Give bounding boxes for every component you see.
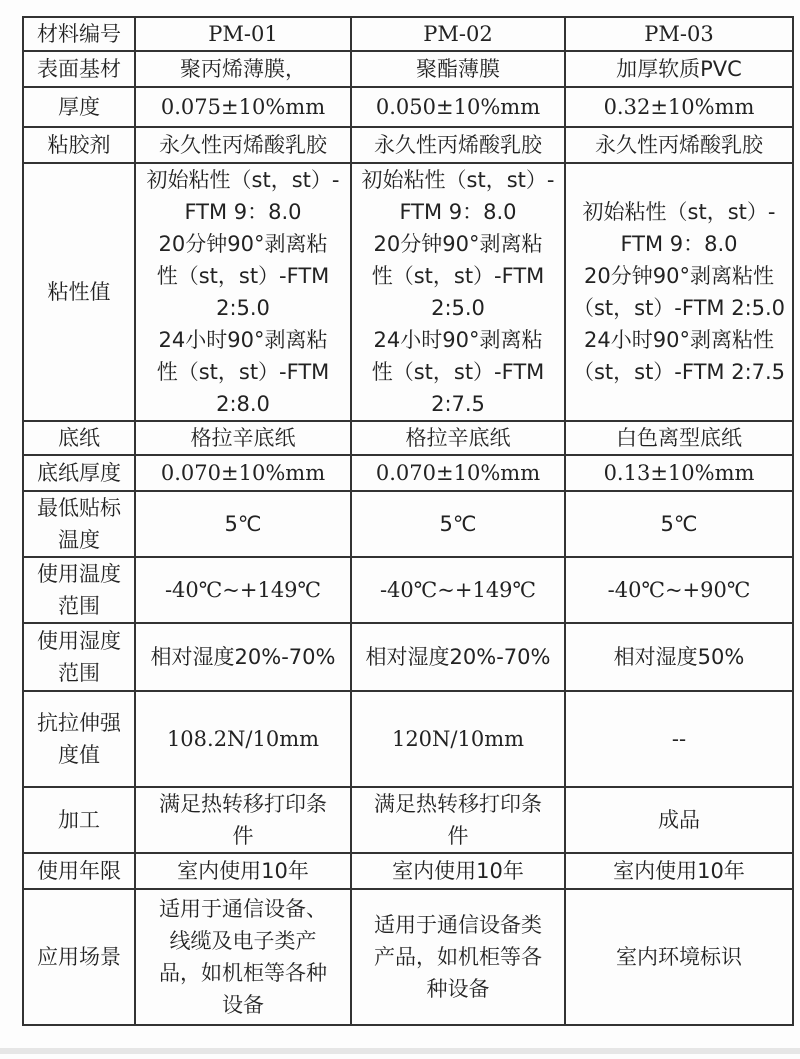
value-line: 0.070±10%mm	[375, 461, 541, 485]
value-line: 永久性丙烯酸乳胶	[159, 133, 327, 157]
value-line: -40℃~+90℃	[607, 578, 751, 602]
row-label-min-application-temp	[23, 491, 135, 557]
value-line: 20分钟90°剥离粘	[158, 232, 328, 256]
value-line: 成品	[658, 808, 700, 832]
row-label-line: 表面基材	[37, 57, 121, 81]
value-cell-pm-03	[565, 51, 793, 87]
value-line: --	[671, 727, 687, 751]
row-label-line: 底纸	[58, 426, 100, 450]
row-label-line: 粘性值	[47, 280, 111, 304]
spec-row-surface-material	[23, 51, 793, 87]
value-cell-pm-02	[351, 87, 565, 127]
value-line: 24小时90°剥离粘性	[584, 328, 774, 352]
row-label-line: 温度	[58, 528, 100, 552]
header-cell-material-no: 材料编号	[23, 17, 135, 51]
header-cell-pm-02: PM-02	[351, 17, 565, 51]
row-label-line: 范围	[58, 661, 100, 685]
value-line: 相对湿度50%	[613, 645, 745, 669]
header-cell-pm-03: PM-03	[565, 17, 793, 51]
value-line: 满足热转移打印条	[159, 792, 327, 816]
value-line: 聚丙烯薄膜，	[180, 57, 306, 81]
row-label-line: 最低贴标	[37, 496, 121, 520]
value-line: 初始粘性（st，st）-	[361, 168, 555, 192]
spec-row-liner	[23, 421, 793, 455]
value-cell-pm-03	[565, 163, 793, 421]
value-cell-pm-01	[135, 491, 351, 557]
row-label-line: 应用场景	[37, 945, 121, 969]
value-cell-pm-01	[135, 51, 351, 87]
value-line: 0.070±10%mm	[160, 461, 326, 485]
value-line: 性（st，st）-FTM	[371, 360, 545, 384]
spec-table-body	[23, 17, 793, 1025]
row-label-liner	[23, 421, 135, 455]
value-line: 室内使用10年	[177, 859, 309, 883]
row-label-line: 度值	[58, 743, 100, 767]
value-line: 性（st，st）-FTM	[156, 264, 330, 288]
header-row	[23, 17, 793, 51]
value-cell-pm-02	[351, 421, 565, 455]
value-cell-pm-03	[565, 87, 793, 127]
value-line: （st，st）-FTM 2:5.0	[572, 296, 786, 320]
row-label-line: 加工	[58, 808, 100, 832]
value-cell-pm-01	[135, 623, 351, 691]
value-cell-pm-03	[565, 557, 793, 623]
value-cell-pm-01	[135, 853, 351, 889]
value-cell-pm-01	[135, 421, 351, 455]
row-label-line: 底纸厚度	[37, 461, 121, 485]
value-line: 2:8.0	[216, 392, 270, 416]
header-cell-pm-01: PM-01	[135, 17, 351, 51]
value-line: 满足热转移打印条	[374, 792, 542, 816]
spec-row-tensile-strength	[23, 691, 793, 787]
value-line: 初始粘性（st，st）-	[146, 168, 340, 192]
value-line: FTM 9：8.0	[184, 200, 302, 224]
value-line: 适用于通信设备类	[374, 913, 542, 937]
value-cell-pm-02	[351, 691, 565, 787]
value-cell-pm-01	[135, 87, 351, 127]
value-line: 产品，如机柜等各	[374, 945, 542, 969]
value-line: FTM 9：8.0	[620, 232, 738, 256]
value-line: 0.32±10%mm	[603, 95, 755, 119]
value-line: 线缆及电子类产	[169, 929, 317, 953]
value-cell-pm-02	[351, 623, 565, 691]
value-line: 120N/10mm	[391, 727, 525, 751]
value-cell-pm-03	[565, 623, 793, 691]
row-label-service-humidity-range	[23, 623, 135, 691]
row-label-line: 抗拉伸强	[37, 711, 121, 735]
row-label-line: 使用湿度	[37, 629, 121, 653]
value-line: 0.050±10%mm	[375, 95, 541, 119]
value-line: 性（st，st）-FTM	[156, 360, 330, 384]
row-label-processing	[23, 787, 135, 853]
row-label-liner-thickness	[23, 455, 135, 491]
value-cell-pm-01	[135, 163, 351, 421]
spec-row-adhesion-value	[23, 163, 793, 421]
value-line: 室内环境标识	[616, 945, 742, 969]
row-label-tensile-strength	[23, 691, 135, 787]
value-line: 格拉辛底纸	[190, 426, 296, 450]
value-cell-pm-02	[351, 127, 565, 163]
spec-row-service-temp-range	[23, 557, 793, 623]
row-label-service-life	[23, 853, 135, 889]
value-cell-pm-02	[351, 491, 565, 557]
value-line: 2:7.5	[431, 392, 485, 416]
value-cell-pm-03	[565, 787, 793, 853]
value-line: 0.075±10%mm	[160, 95, 326, 119]
value-line: 20分钟90°剥离粘	[373, 232, 543, 256]
value-line: 种设备	[426, 977, 490, 1001]
value-line: 室内使用10年	[613, 859, 745, 883]
value-cell-pm-01	[135, 557, 351, 623]
row-label-line: 使用年限	[37, 859, 121, 883]
value-cell-pm-02	[351, 51, 565, 87]
value-line: 件	[447, 824, 469, 848]
value-line: FTM 9：8.0	[399, 200, 517, 224]
value-line: 初始粘性（st，st）-	[582, 200, 776, 224]
value-line: 加厚软质PVC	[616, 57, 742, 81]
value-cell-pm-03	[565, 853, 793, 889]
row-label-line: 厚度	[58, 95, 100, 119]
value-line: 永久性丙烯酸乳胶	[595, 133, 763, 157]
row-label-adhesion-value	[23, 163, 135, 421]
value-line: 0.13±10%mm	[603, 461, 755, 485]
material-spec-table	[22, 16, 794, 1026]
value-line: （st，st）-FTM 2:7.5	[572, 360, 786, 384]
value-cell-pm-02	[351, 853, 565, 889]
value-line: 相对湿度20%-70%	[150, 645, 336, 669]
value-cell-pm-02	[351, 889, 565, 1025]
value-cell-pm-01	[135, 787, 351, 853]
value-cell-pm-01	[135, 889, 351, 1025]
value-line: 聚酯薄膜	[416, 57, 500, 81]
row-label-adhesive	[23, 127, 135, 163]
value-cell-pm-01	[135, 127, 351, 163]
value-cell-pm-02	[351, 557, 565, 623]
spec-row-application	[23, 889, 793, 1025]
value-line: -40℃~+149℃	[164, 578, 322, 602]
value-line: 5℃	[660, 512, 698, 536]
spec-row-adhesive	[23, 127, 793, 163]
value-line: 相对湿度20%-70%	[365, 645, 551, 669]
row-label-line: 范围	[58, 594, 100, 618]
value-line: 2:5.0	[216, 296, 270, 320]
value-line: 2:5.0	[431, 296, 485, 320]
value-line: 设备	[222, 993, 264, 1017]
value-line: 5℃	[224, 512, 262, 536]
value-cell-pm-01	[135, 691, 351, 787]
value-cell-pm-03	[565, 455, 793, 491]
value-cell-pm-01	[135, 455, 351, 491]
value-line: 5℃	[439, 512, 477, 536]
value-line: -40℃~+149℃	[379, 578, 537, 602]
value-line: 格拉辛底纸	[405, 426, 511, 450]
value-line: 品，如机柜等各种	[159, 961, 327, 985]
spec-row-min-application-temp	[23, 491, 793, 557]
value-line: 性（st，st）-FTM	[371, 264, 545, 288]
value-cell-pm-03	[565, 127, 793, 163]
row-label-surface-material	[23, 51, 135, 87]
row-label-application	[23, 889, 135, 1025]
value-cell-pm-02	[351, 163, 565, 421]
value-cell-pm-03	[565, 421, 793, 455]
spec-row-liner-thickness	[23, 455, 793, 491]
value-line: 室内使用10年	[392, 859, 524, 883]
spec-row-thickness	[23, 87, 793, 127]
bottom-divider	[0, 1048, 800, 1054]
value-cell-pm-02	[351, 787, 565, 853]
value-line: 24小时90°剥离粘	[373, 328, 543, 352]
value-line: 适用于通信设备、	[159, 897, 327, 921]
value-line: 20分钟90°剥离粘性	[584, 264, 774, 288]
value-cell-pm-03	[565, 889, 793, 1025]
value-line: 24小时90°剥离粘	[158, 328, 328, 352]
row-label-line: 粘胶剂	[47, 133, 111, 157]
value-line: 108.2N/10mm	[166, 727, 320, 751]
value-line: 永久性丙烯酸乳胶	[374, 133, 542, 157]
value-line: 白色离型底纸	[616, 426, 742, 450]
spec-row-service-life	[23, 853, 793, 889]
value-cell-pm-03	[565, 491, 793, 557]
row-label-thickness	[23, 87, 135, 127]
value-line: 件	[232, 824, 254, 848]
row-label-line: 使用温度	[37, 562, 121, 586]
spec-row-processing	[23, 787, 793, 853]
row-label-service-temp-range	[23, 557, 135, 623]
value-cell-pm-02	[351, 455, 565, 491]
spec-row-service-humidity-range	[23, 623, 793, 691]
value-cell-pm-03	[565, 691, 793, 787]
